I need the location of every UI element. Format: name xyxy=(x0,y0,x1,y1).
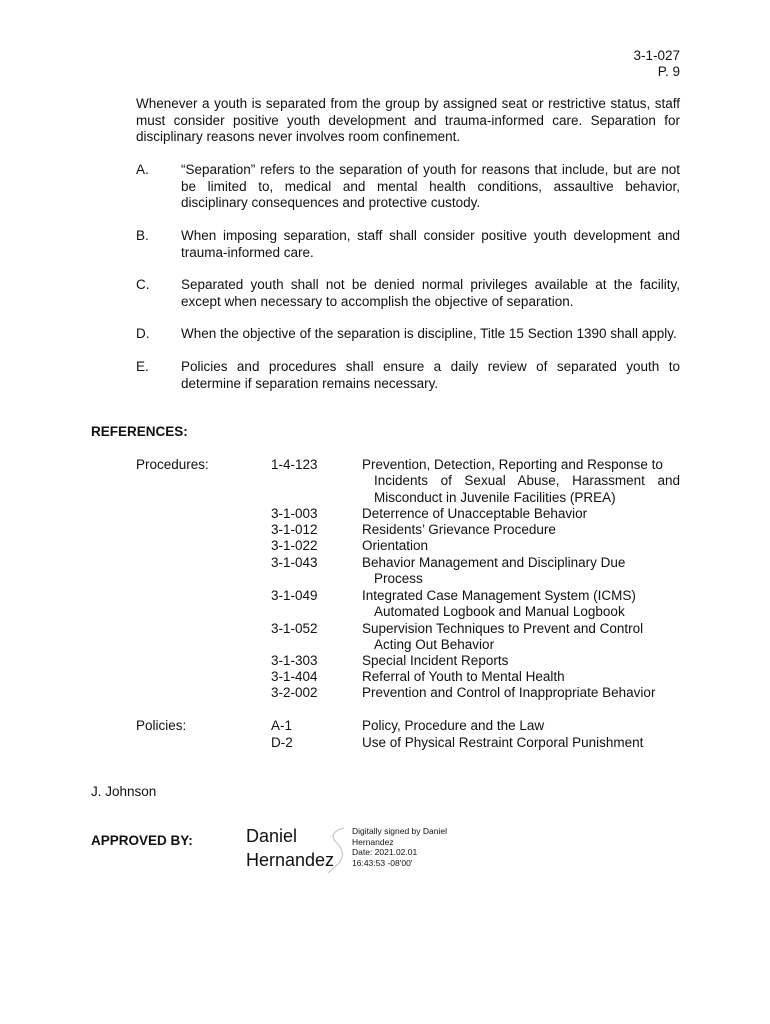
list-item-d xyxy=(136,326,680,343)
reference-title: Use of Physical Restraint Corporal Punishment xyxy=(362,735,644,750)
digital-signature-info xyxy=(352,826,447,868)
list-item-letter: E. xyxy=(136,359,149,374)
list-item-text: When imposing separation, staff shall consider positive youth development and trauma-informed care. xyxy=(181,228,680,260)
reference-code: 3-1-043 xyxy=(271,555,318,570)
procedures-label: Procedures: xyxy=(136,457,209,472)
approved-by-label: APPROVED BY: xyxy=(91,833,193,848)
list-item-letter: A. xyxy=(136,162,149,177)
list-item-letter: B. xyxy=(136,228,149,243)
reference-title-continuation: Automated Logbook and Manual Logbook xyxy=(374,604,625,620)
reference-title: Deterrence of Unacceptable Behavior xyxy=(362,506,588,521)
reference-title-line: Integrated Case Management System (ICMS) xyxy=(362,588,636,603)
reference-title-continuation: Acting Out Behavior xyxy=(374,637,495,653)
list-item-text: Separated youth shall not be denied normal privileges available at the facility, except when necessary to accomplish the objective of separation. xyxy=(181,277,680,309)
list-item-e xyxy=(136,359,680,392)
list-item-c xyxy=(136,277,680,310)
reference-code: 3-1-052 xyxy=(271,621,318,636)
list-item-text: When the objective of the separation is discipline, Title 15 Section 1390 shall apply. xyxy=(181,326,677,341)
signer-last-name: Hernandez xyxy=(246,850,335,870)
reference-code: 3-1-049 xyxy=(271,588,318,603)
signature-stroke-icon xyxy=(326,826,348,874)
list-item-a xyxy=(136,162,680,212)
reference-title-continuation: Process xyxy=(374,571,423,587)
signature-line: Digitally signed by Daniel xyxy=(352,826,447,836)
signature-line: 16:43:53 -08'00' xyxy=(352,857,413,868)
reference-title-line: Supervision Techniques to Prevent and Control xyxy=(362,621,644,636)
reference-title-line: Behavior Management and Disciplinary Due xyxy=(362,555,626,570)
signer-first-name: Daniel xyxy=(246,826,298,846)
list-item-text: “Separation” refers to the separation of youth for reasons that include, but are not be limited to, medical and mental health conditions, assaultive behavior, disciplinary consequences and protective custody. xyxy=(181,162,680,210)
signature-line: Hernandez xyxy=(352,836,394,847)
reference-title xyxy=(362,588,680,621)
reference-code: 3-1-022 xyxy=(271,538,318,553)
policies-label: Policies: xyxy=(136,718,187,733)
reference-title xyxy=(362,621,680,654)
list-item-letter: D. xyxy=(136,326,150,341)
signature-line: Date: 2021.02.01 xyxy=(352,847,418,858)
reference-title: Policy, Procedure and the Law xyxy=(362,718,545,733)
reference-code: 3-1-303 xyxy=(271,653,318,668)
reference-title: Residents’ Grievance Procedure xyxy=(362,522,556,537)
reference-code: 3-1-404 xyxy=(271,669,318,684)
references-heading: REFERENCES: xyxy=(91,424,188,439)
reference-title: Special Incident Reports xyxy=(362,653,509,668)
page-number: P. 9 xyxy=(657,64,680,79)
intro-paragraph: Whenever a youth is separated from the group by assigned seat or restrictive status, staff must consider positive youth development and trauma-informed care. Separation for disciplinary reasons never involves room confinement. xyxy=(136,96,680,144)
signer-name xyxy=(246,824,334,872)
reference-code: 3-2-002 xyxy=(271,685,318,700)
author-name: J. Johnson xyxy=(91,784,157,799)
reference-title xyxy=(362,555,680,588)
list-item-b xyxy=(136,228,680,261)
reference-code: 3-1-012 xyxy=(271,522,318,537)
reference-code: 3-1-003 xyxy=(271,506,318,521)
reference-code: D-2 xyxy=(271,735,293,750)
reference-title: Prevention and Control of Inappropriate Behavior xyxy=(362,685,656,700)
reference-title: Orientation xyxy=(362,538,429,553)
document-number: 3-1-027 xyxy=(633,48,680,63)
reference-code: A-1 xyxy=(271,718,293,733)
reference-title-continuation: Incidents of Sexual Abuse, Harassment and Misconduct in Juvenile Facilities (PREA) xyxy=(374,473,680,505)
reference-title xyxy=(362,457,680,506)
list-item-text: Policies and procedures shall ensure a daily review of separated youth to determine if separation remains necessary. xyxy=(181,359,680,391)
reference-title-line: Prevention, Detection, Reporting and Response to xyxy=(362,457,663,472)
reference-code: 1-4-123 xyxy=(271,457,318,472)
list-item-letter: C. xyxy=(136,277,150,292)
reference-title: Referral of Youth to Mental Health xyxy=(362,669,565,684)
